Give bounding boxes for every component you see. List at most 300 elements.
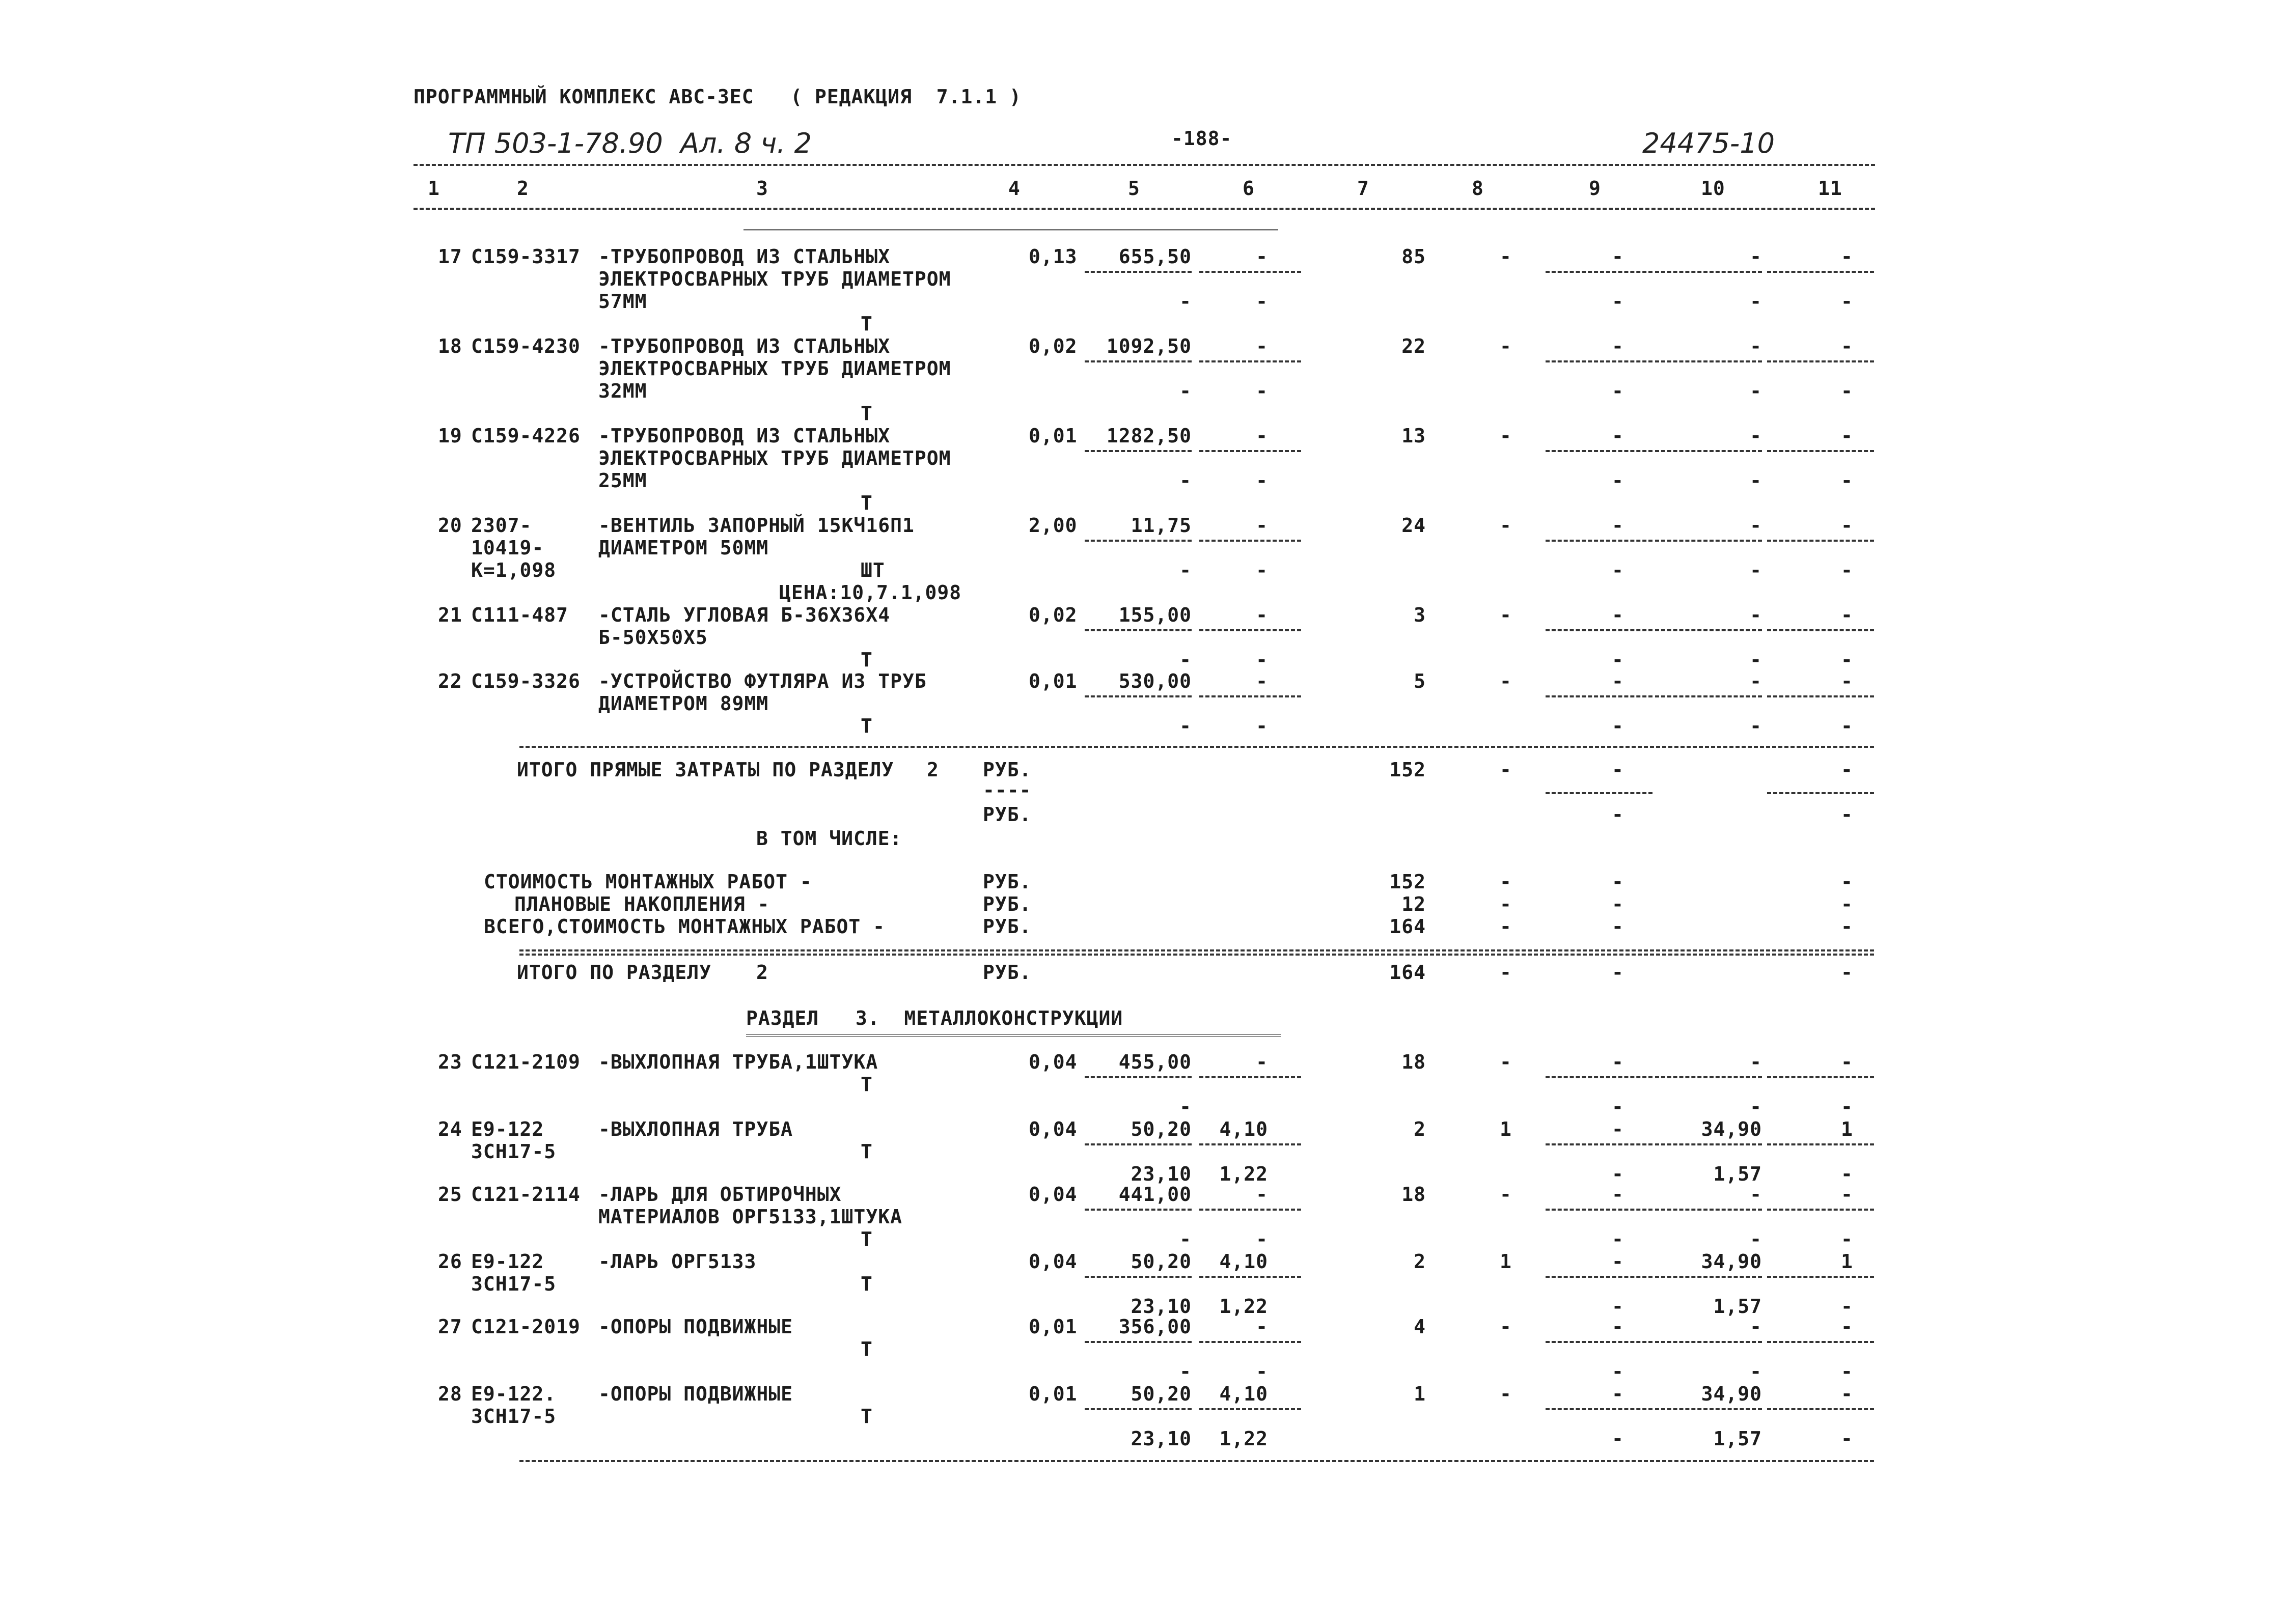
summary-line-rub: РУБ. xyxy=(983,871,1032,893)
row-sub5: - xyxy=(1179,559,1192,581)
cell-rule xyxy=(1085,695,1192,697)
row-unit: Т xyxy=(861,313,873,335)
row-c9: - xyxy=(1612,1383,1624,1405)
column-number: 5 xyxy=(1128,177,1140,200)
row-qty: 0,04 xyxy=(1029,1118,1078,1140)
row-code: С159-4230 xyxy=(471,335,581,357)
row-c10: - xyxy=(1750,425,1762,447)
summary-line-c9: - xyxy=(1612,893,1624,915)
summary-line-label: ВСЕГО,СТОИМОСТЬ МОНТАЖНЫХ РАБОТ - xyxy=(484,915,885,938)
cell-rule xyxy=(1767,1076,1874,1078)
row-qty: 0,02 xyxy=(1029,335,1078,357)
row-sub10: - xyxy=(1750,559,1762,581)
row-sub5: - xyxy=(1179,469,1192,492)
row-description: 57ММ xyxy=(598,290,647,313)
row-unit: Т xyxy=(861,649,873,671)
row-total: 13 xyxy=(1401,425,1426,447)
row-c11: - xyxy=(1841,1051,1853,1073)
row-sub5: 23,10 xyxy=(1131,1295,1192,1318)
row-c11: - xyxy=(1841,514,1853,537)
cell-rule xyxy=(1199,1209,1301,1211)
itogo-num: 2 xyxy=(927,759,939,781)
sub-rule-9 xyxy=(1546,792,1652,794)
cell-rule xyxy=(1655,1076,1762,1078)
row-qty: 0,01 xyxy=(1029,1383,1078,1405)
row-c11: - xyxy=(1841,425,1853,447)
cell-rule xyxy=(1546,695,1652,697)
row-description: -УСТРОЙСТВО ФУТЛЯРА ИЗ ТРУБ xyxy=(598,670,927,692)
rub2-c11: - xyxy=(1841,803,1853,826)
row-price: 1282,50 xyxy=(1106,425,1192,447)
row-c10: - xyxy=(1750,514,1762,537)
row-code: Е9-122 xyxy=(471,1118,544,1140)
row-c9: - xyxy=(1612,335,1624,357)
cell-rule xyxy=(1655,1143,1762,1145)
doc-reference: ТП 503-1-78.90 Ал. 8 ч. 2 xyxy=(448,127,812,159)
row-qty: 0,13 xyxy=(1029,245,1078,268)
summary-line-label: СТОИМОСТЬ МОНТАЖНЫХ РАБОТ - xyxy=(484,871,812,893)
row-code: С121-2114 xyxy=(471,1183,581,1206)
row-sub9: - xyxy=(1612,1427,1624,1450)
cell-rule xyxy=(1085,1276,1192,1278)
section3-title: РАЗДЕЛ 3. МЕТАЛЛОКОНСТРУКЦИИ xyxy=(746,1007,1123,1029)
row-c9: - xyxy=(1612,245,1624,268)
v-tom-chisle: В ТОМ ЧИСЛЕ: xyxy=(756,827,902,850)
cell-rule xyxy=(1655,1341,1762,1343)
row-code: ЗСН17-5 xyxy=(471,1405,557,1427)
row-price: 530,00 xyxy=(1118,670,1192,692)
row-c6: - xyxy=(1256,1051,1268,1073)
row-sub11: - xyxy=(1841,1163,1853,1185)
row-total: 4 xyxy=(1414,1315,1426,1338)
row-number: 17 xyxy=(438,245,462,268)
row-sub10: - xyxy=(1750,469,1762,492)
row-sub6: - xyxy=(1256,290,1268,313)
row-price: 1092,50 xyxy=(1106,335,1192,357)
row-price: 50,20 xyxy=(1131,1118,1192,1140)
row-sub9: - xyxy=(1612,1163,1624,1185)
cell-rule xyxy=(1655,695,1762,697)
row-unit: Т xyxy=(861,1338,873,1360)
row-c11: 1 xyxy=(1841,1250,1853,1273)
row-c8: - xyxy=(1500,604,1512,626)
row-c8: - xyxy=(1500,425,1512,447)
row-sub6: - xyxy=(1256,715,1268,737)
row-sub6: - xyxy=(1256,469,1268,492)
row-sub9: - xyxy=(1612,715,1624,737)
row-description: ЭЛЕКТРОСВАРНЫХ ТРУБ ДИАМЕТРОМ xyxy=(598,447,951,469)
row-code: ЗСН17-5 xyxy=(471,1273,557,1295)
row-description: -ЛАРЬ ДЛЯ ОБТИРОЧНЫХ xyxy=(598,1183,842,1206)
row-c6: - xyxy=(1256,514,1268,537)
row-unit: Т xyxy=(861,1073,873,1096)
cell-rule xyxy=(1199,540,1301,542)
row-total: 18 xyxy=(1401,1183,1426,1206)
row-c6: - xyxy=(1256,1183,1268,1206)
cell-rule xyxy=(1085,271,1192,273)
cell-rule xyxy=(1199,1341,1301,1343)
row-price: 50,20 xyxy=(1131,1383,1192,1405)
row-total: 2 xyxy=(1414,1250,1426,1273)
cell-rule xyxy=(1767,271,1874,273)
section3-underline xyxy=(746,1034,1281,1037)
row-sub11: - xyxy=(1841,715,1853,737)
cell-rule xyxy=(1546,1143,1652,1145)
row-unit: Т xyxy=(861,402,873,425)
cell-rule xyxy=(1767,629,1874,631)
summary-line-label: ПЛАНОВЫЕ НАКОПЛЕНИЯ - xyxy=(514,893,770,915)
summary-line-c11: - xyxy=(1841,915,1853,938)
row-number: 21 xyxy=(438,604,462,626)
row-c9: - xyxy=(1612,425,1624,447)
row-unit: Т xyxy=(861,1273,873,1295)
summary-line-c8: - xyxy=(1500,893,1512,915)
row-c11: 1 xyxy=(1841,1118,1853,1140)
row-c11: - xyxy=(1841,670,1853,692)
summary-line-c8: - xyxy=(1500,871,1512,893)
cell-rule xyxy=(1085,450,1192,452)
row-description: ЭЛЕКТРОСВАРНЫХ ТРУБ ДИАМЕТРОМ xyxy=(598,268,951,290)
page-number: -188- xyxy=(1171,127,1232,150)
itogo2-label: ИТОГО ПО РАЗДЕЛУ xyxy=(517,961,712,984)
row-sub10: - xyxy=(1750,1096,1762,1118)
summary-line-rub: РУБ. xyxy=(983,893,1032,915)
cell-rule xyxy=(1199,629,1301,631)
row-code: С159-3317 xyxy=(471,245,581,268)
row-sub10: - xyxy=(1750,715,1762,737)
row-description: -ТРУБОПРОВОД ИЗ СТАЛЬНЫХ xyxy=(598,425,891,447)
row-c6: - xyxy=(1256,670,1268,692)
row-total: 5 xyxy=(1414,670,1426,692)
row-total: 85 xyxy=(1401,245,1426,268)
column-number: 10 xyxy=(1701,177,1725,200)
cell-rule xyxy=(1767,1143,1874,1145)
cell-rule xyxy=(1085,1408,1192,1410)
cell-rule xyxy=(1085,1143,1192,1145)
cell-rule xyxy=(1767,1276,1874,1278)
row-c11: - xyxy=(1841,1383,1853,1405)
row-sub11: - xyxy=(1841,559,1853,581)
row-c8: - xyxy=(1500,670,1512,692)
cell-rule xyxy=(1767,540,1874,542)
row-c9: - xyxy=(1612,604,1624,626)
header-rule-top xyxy=(414,164,1875,166)
program-line: ПРОГРАММНЫЙ КОМПЛЕКС АВС-ЗЕС ( РЕДАКЦИЯ 7.1.1 ) xyxy=(414,86,1022,108)
row-c6: - xyxy=(1256,1315,1268,1338)
cell-rule xyxy=(1767,1408,1874,1410)
column-number: 3 xyxy=(756,177,768,200)
row-sub11: - xyxy=(1841,1427,1853,1450)
row-sub6: - xyxy=(1256,559,1268,581)
row-sub5: - xyxy=(1179,649,1192,671)
summary-line-rub: РУБ. xyxy=(983,915,1032,938)
row-c8: 1 xyxy=(1500,1250,1512,1273)
column-number: 1 xyxy=(428,177,440,200)
row-c11: - xyxy=(1841,604,1853,626)
row-sub9: - xyxy=(1612,1360,1624,1383)
summary-line-total: 164 xyxy=(1389,915,1426,938)
row-sub9: - xyxy=(1612,290,1624,313)
row-description: -ОПОРЫ ПОДВИЖНЫЕ xyxy=(598,1383,793,1405)
itogo-label: ИТОГО ПРЯМЫЕ ЗАТРАТЫ ПО РАЗДЕЛУ xyxy=(517,759,894,781)
header-rule-bottom xyxy=(414,208,1875,210)
row-sub5: - xyxy=(1179,380,1192,402)
row-total: 1 xyxy=(1414,1383,1426,1405)
cell-rule xyxy=(1655,540,1762,542)
cell-rule xyxy=(1085,1209,1192,1211)
row-price: 155,00 xyxy=(1118,604,1192,626)
row-number: 20 xyxy=(438,514,462,537)
row-number: 28 xyxy=(438,1383,462,1405)
row-number: 24 xyxy=(438,1118,462,1140)
cell-rule xyxy=(1767,450,1874,452)
cell-rule xyxy=(1199,1076,1301,1078)
cell-rule xyxy=(1546,1408,1652,1410)
row-qty: 0,04 xyxy=(1029,1051,1078,1073)
row-sub5: - xyxy=(1179,290,1192,313)
row-c9: - xyxy=(1612,1118,1624,1140)
row-c10: - xyxy=(1750,245,1762,268)
cell-rule xyxy=(1546,271,1652,273)
cell-rule xyxy=(1767,1209,1874,1211)
cell-rule xyxy=(1655,1209,1762,1211)
row-description: МАТЕРИАЛОВ ОРГ5133,1ШТУКА xyxy=(598,1206,902,1228)
summary-rule xyxy=(519,949,1874,951)
row-description: ДИАМЕТРОМ 89ММ xyxy=(598,692,769,715)
row-sub9: - xyxy=(1612,649,1624,671)
section-underline xyxy=(743,229,1278,231)
cell-rule xyxy=(1085,1341,1192,1343)
row-c10: - xyxy=(1750,1051,1762,1073)
row-c8: - xyxy=(1500,1051,1512,1073)
column-number: 2 xyxy=(517,177,529,200)
cell-rule xyxy=(1199,360,1301,362)
row-sub11: - xyxy=(1841,1228,1853,1250)
row-code: С121-2109 xyxy=(471,1051,581,1073)
rub2: РУБ. xyxy=(983,803,1032,826)
summary-line-c9: - xyxy=(1612,871,1624,893)
row-sub11: - xyxy=(1841,469,1853,492)
row-code: С159-4226 xyxy=(471,425,581,447)
row-unit: Т xyxy=(861,492,873,514)
row-description: 32ММ xyxy=(598,380,647,402)
row-description: ЭЛЕКТРОСВАРНЫХ ТРУБ ДИАМЕТРОМ xyxy=(598,357,951,380)
itogo2-num: 2 xyxy=(756,961,768,984)
row-number: 26 xyxy=(438,1250,462,1273)
row-unit: Т xyxy=(861,1228,873,1250)
row-c9: - xyxy=(1612,514,1624,537)
row-sub10: - xyxy=(1750,380,1762,402)
row-unit: Т xyxy=(861,715,873,737)
row-sub5: - xyxy=(1179,1360,1192,1383)
page-end-rule xyxy=(519,1460,1874,1462)
itogo-total: 152 xyxy=(1389,759,1426,781)
row-description: Б-50Х50Х5 xyxy=(598,626,708,649)
row-price: 455,00 xyxy=(1118,1051,1192,1073)
row-sub9: - xyxy=(1612,469,1624,492)
summary-line-c11: - xyxy=(1841,893,1853,915)
cell-rule xyxy=(1546,540,1652,542)
cell-rule xyxy=(1767,695,1874,697)
row-c10: - xyxy=(1750,670,1762,692)
row-c6: 4,10 xyxy=(1219,1250,1268,1273)
row-description: -ЛАРЬ ОРГ5133 xyxy=(598,1250,757,1273)
row-description: -СТАЛЬ УГЛОВАЯ Б-36Х36Х4 xyxy=(598,604,891,626)
summary-rule-2 xyxy=(519,954,1874,956)
row-description: -ВЫХЛОПНАЯ ТРУБА,1ШТУКА xyxy=(598,1051,878,1073)
cell-rule xyxy=(1199,271,1301,273)
section-end-rule xyxy=(519,746,1874,748)
column-number: 7 xyxy=(1357,177,1369,200)
row-unit: Т xyxy=(861,1405,873,1427)
row-description: 25ММ xyxy=(598,469,647,492)
row-c8: - xyxy=(1500,1315,1512,1338)
row-sub10: - xyxy=(1750,1228,1762,1250)
cell-rule xyxy=(1085,360,1192,362)
row-price: 50,20 xyxy=(1131,1250,1192,1273)
row-code: Е9-122 xyxy=(471,1250,544,1273)
row-sub9: - xyxy=(1612,1096,1624,1118)
row-sub6: - xyxy=(1256,649,1268,671)
cell-rule xyxy=(1767,1341,1874,1343)
row-c8: - xyxy=(1500,245,1512,268)
row-sub9: - xyxy=(1612,1295,1624,1318)
row-sub6: 1,22 xyxy=(1219,1163,1268,1185)
row-c9: - xyxy=(1612,1250,1624,1273)
column-number: 8 xyxy=(1472,177,1484,200)
row-sub10: - xyxy=(1750,1360,1762,1383)
row-c10: - xyxy=(1750,1315,1762,1338)
row-description: -ТРУБОПРОВОД ИЗ СТАЛЬНЫХ xyxy=(598,245,891,268)
itogo-rub: РУБ. xyxy=(983,759,1032,781)
row-total: 18 xyxy=(1401,1051,1426,1073)
cell-rule xyxy=(1085,540,1192,542)
cell-rule xyxy=(1199,1276,1301,1278)
row-qty: 0,04 xyxy=(1029,1183,1078,1206)
cell-rule xyxy=(1655,360,1762,362)
itogo2-total: 164 xyxy=(1389,961,1426,984)
row-c11: - xyxy=(1841,335,1853,357)
sub-rule-11 xyxy=(1767,792,1874,794)
cell-rule xyxy=(1199,450,1301,452)
row-sub11: - xyxy=(1841,380,1853,402)
column-number: 6 xyxy=(1243,177,1255,200)
row-description: ДИАМЕТРОМ 50ММ xyxy=(598,537,769,559)
row-c10: - xyxy=(1750,1183,1762,1206)
row-c6: 4,10 xyxy=(1219,1118,1268,1140)
row-number: 19 xyxy=(438,425,462,447)
doc-code: 24475-10 xyxy=(1642,127,1775,159)
row-c10: 34,90 xyxy=(1701,1118,1762,1140)
row-c9: - xyxy=(1612,670,1624,692)
row-sub6: - xyxy=(1256,380,1268,402)
itogo2-c8: - xyxy=(1500,961,1512,984)
itogo2-c11: - xyxy=(1841,961,1853,984)
row-qty: 0,01 xyxy=(1029,670,1078,692)
row-c9: - xyxy=(1612,1051,1624,1073)
row-code: С111-487 xyxy=(471,604,569,626)
cell-rule xyxy=(1655,629,1762,631)
row-sub11: - xyxy=(1841,649,1853,671)
row-description: -ОПОРЫ ПОДВИЖНЫЕ xyxy=(598,1315,793,1338)
summary-line-c11: - xyxy=(1841,871,1853,893)
row-c10: - xyxy=(1750,335,1762,357)
row-number: 22 xyxy=(438,670,462,692)
cell-rule xyxy=(1546,629,1652,631)
cell-rule xyxy=(1546,1276,1652,1278)
row-sub9: - xyxy=(1612,380,1624,402)
itogo2-c9: - xyxy=(1612,961,1624,984)
column-number: 11 xyxy=(1818,177,1842,200)
row-description: -ВЫХЛОПНАЯ ТРУБА xyxy=(598,1118,793,1140)
row-sub5: 23,10 xyxy=(1131,1427,1192,1450)
row-sub11: - xyxy=(1841,290,1853,313)
row-qty: 0,01 xyxy=(1029,425,1078,447)
cell-rule xyxy=(1767,360,1874,362)
row-qty: 0,02 xyxy=(1029,604,1078,626)
summary-line-total: 12 xyxy=(1401,893,1426,915)
row-sub11: - xyxy=(1841,1096,1853,1118)
row-code: ЗСН17-5 xyxy=(471,1140,557,1163)
row-price: 356,00 xyxy=(1118,1315,1192,1338)
row-c10: 34,90 xyxy=(1701,1250,1762,1273)
row-description: -ТРУБОПРОВОД ИЗ СТАЛЬНЫХ xyxy=(598,335,891,357)
row-sub10: - xyxy=(1750,290,1762,313)
row-c11: - xyxy=(1841,245,1853,268)
row-c11: - xyxy=(1841,1183,1853,1206)
row-code: С159-3326 xyxy=(471,670,581,692)
row-number: 27 xyxy=(438,1315,462,1338)
row-sub9: - xyxy=(1612,1228,1624,1250)
row-number: 25 xyxy=(438,1183,462,1206)
row-code: С121-2019 xyxy=(471,1315,581,1338)
row-sub10: - xyxy=(1750,649,1762,671)
row-c10: 34,90 xyxy=(1701,1383,1762,1405)
summary-line-c8: - xyxy=(1500,915,1512,938)
row-qty: 2,00 xyxy=(1029,514,1078,537)
cell-rule xyxy=(1546,360,1652,362)
row-c6: - xyxy=(1256,335,1268,357)
row-c6: - xyxy=(1256,245,1268,268)
row-code: 10419- xyxy=(471,537,544,559)
row-c6: - xyxy=(1256,425,1268,447)
itogo-c8: - xyxy=(1500,759,1512,781)
row-c8: 1 xyxy=(1500,1118,1512,1140)
row-total: 22 xyxy=(1401,335,1426,357)
itogo-c9: - xyxy=(1612,759,1624,781)
row-code: 2307- xyxy=(471,514,532,537)
row-sub6: 1,22 xyxy=(1219,1295,1268,1318)
cell-rule xyxy=(1655,1408,1762,1410)
row-note: ЦЕНА:10,7.1,098 xyxy=(779,581,962,604)
row-sub6: - xyxy=(1256,1228,1268,1250)
cell-rule xyxy=(1546,1209,1652,1211)
row-c9: - xyxy=(1612,1315,1624,1338)
row-sub10: 1,57 xyxy=(1713,1163,1762,1185)
itogo2-rub: РУБ. xyxy=(983,961,1032,984)
row-total: 3 xyxy=(1414,604,1426,626)
cell-rule xyxy=(1199,1408,1301,1410)
row-sub5: - xyxy=(1179,1096,1192,1118)
row-c8: - xyxy=(1500,1383,1512,1405)
row-c11: - xyxy=(1841,1315,1853,1338)
cell-rule xyxy=(1655,1276,1762,1278)
row-number: 23 xyxy=(438,1051,462,1073)
row-qty: 0,04 xyxy=(1029,1250,1078,1273)
row-total: 2 xyxy=(1414,1118,1426,1140)
row-description: -ВЕНТИЛЬ ЗАПОРНЫЙ 15КЧ16П1 xyxy=(598,514,915,537)
row-sub10: 1,57 xyxy=(1713,1427,1762,1450)
